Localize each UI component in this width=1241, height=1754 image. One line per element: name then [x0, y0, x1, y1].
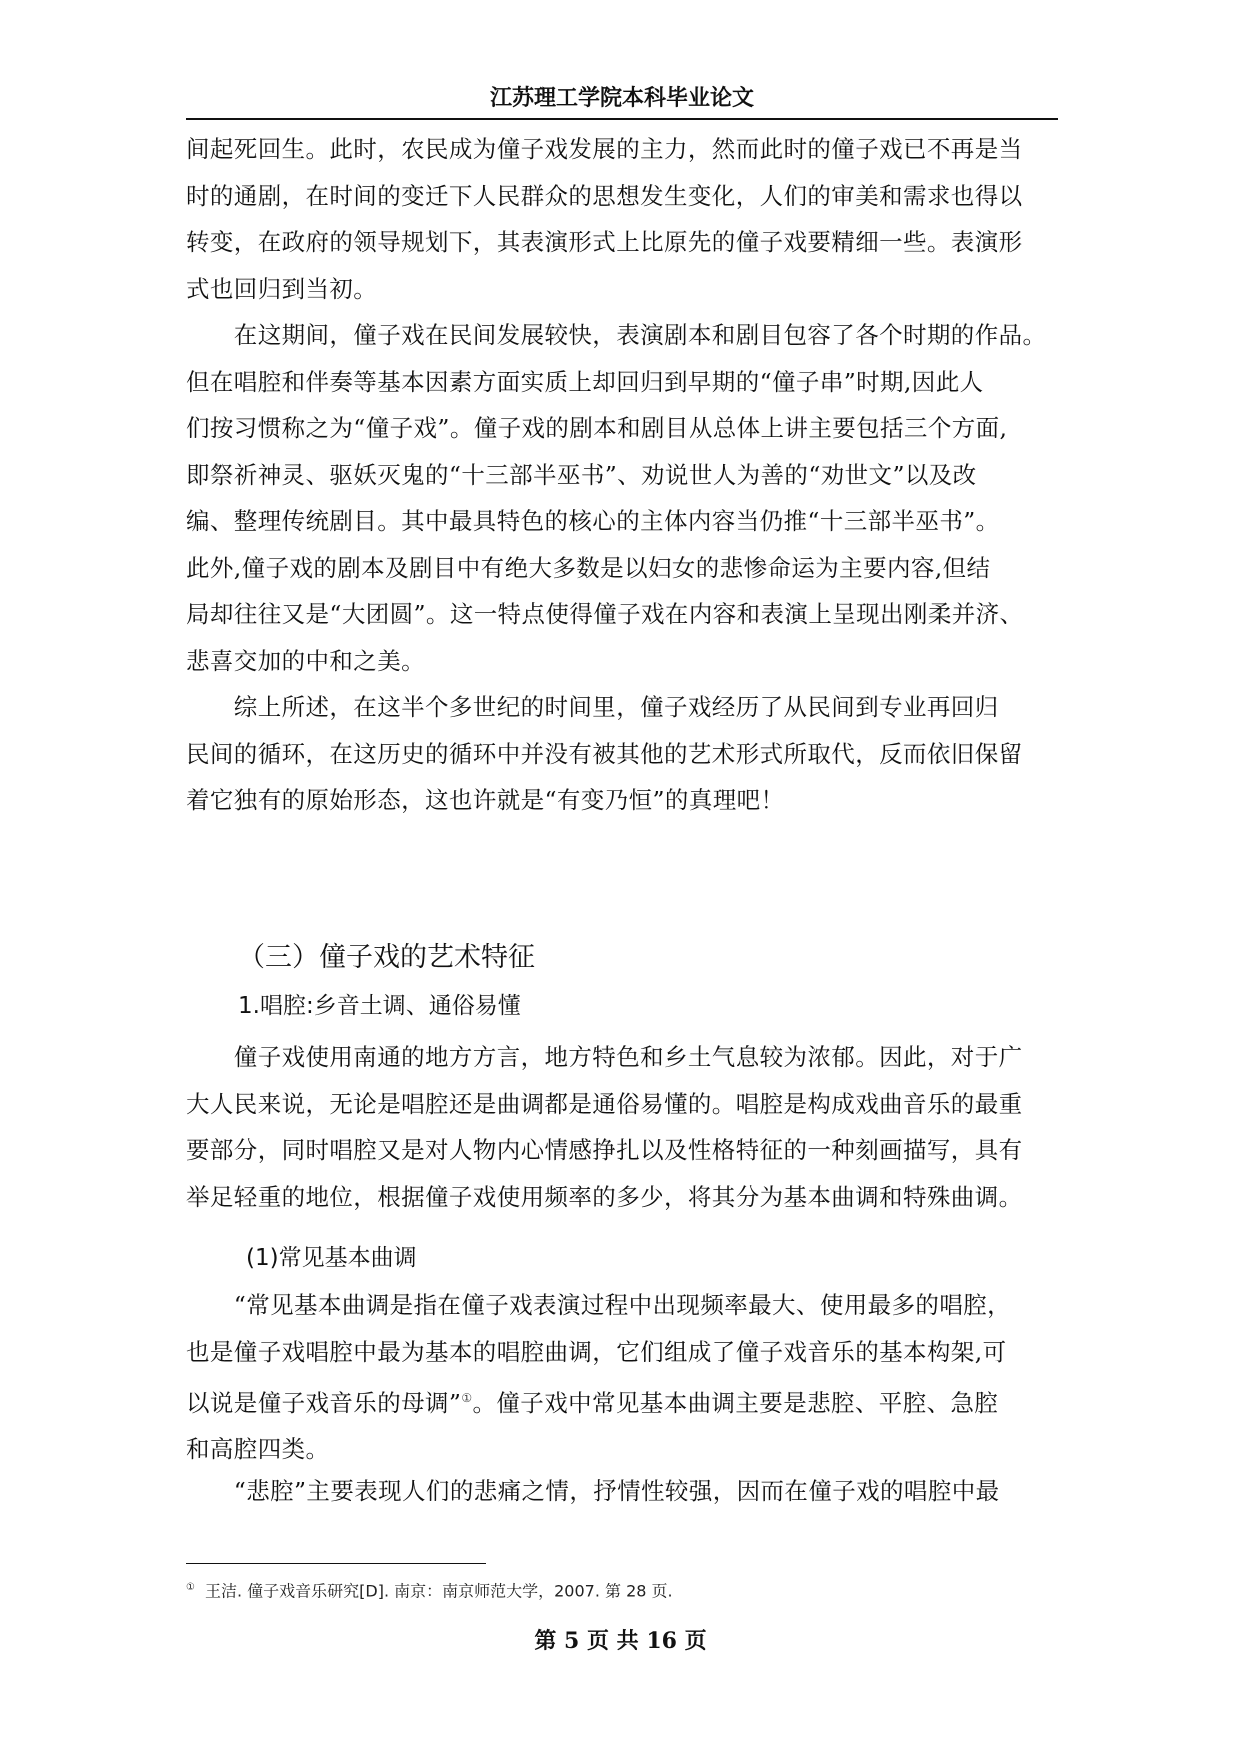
paragraph-5 [186, 1282, 1058, 1473]
header-rule [186, 118, 1058, 120]
text-line: 悲喜交加的中和之美。 [186, 646, 425, 675]
subsubsection-title: (1)常见基本曲调 [246, 1245, 417, 1271]
text-line: 局却往往又是“大团圆”。这一特点使得僮子戏在内容和表演上呈现出刚柔并济、 [186, 600, 1024, 628]
text-line: 编、整理传统剧目。其中最具特色的核心的主体内容当仍推“十三部半巫书”。 [186, 507, 1000, 535]
subsection-title: 1.唱腔:乡音土调、通俗易懂 [238, 993, 521, 1019]
text-line: 大人民来说，无论是唱腔还是曲调都是通俗易懂的。唱腔是构成戏曲音乐的最重 [186, 1089, 1023, 1118]
text-line: 们按习惯称之为“僮子戏”。僮子戏的剧本和剧目从总体上讲主要包括三个方面, [186, 414, 1008, 442]
text-line: 在这期间，僮子戏在民间发展较快，表演剧本和剧目包容了各个时期的作品。 [186, 321, 1047, 349]
text-line: 式也回归到当初。 [186, 274, 378, 303]
text-line: 转变，在政府的领导规划下，其表演形式上比原先的僮子戏要精细一些。表演形 [186, 228, 1023, 256]
paragraph-1 [186, 126, 1058, 312]
text-line: “常见基本曲调是指在僮子戏表演过程中出现频率最大、使用最多的唱腔， [186, 1291, 1012, 1319]
text-line: 民间的循环，在这历史的循环中并没有被其他的艺术形式所取代，反而依旧保留 [186, 739, 1023, 768]
paragraph-3 [186, 684, 1058, 824]
text-line: 间起死回生。此时，农民成为僮子戏发展的主力，然而此时的僮子戏已不再是当 [186, 135, 1023, 163]
footnote-reference[interactable]: ① [461, 1391, 473, 1405]
text-fragment: 。僮子戏中常见基本曲调主要是悲腔、平腔、急腔 [472, 1388, 999, 1417]
section-title: （三）僮子戏的艺术特征 [238, 942, 535, 973]
page-number: 第 5 页 共 16 页 [534, 1628, 707, 1654]
footnote-marker: ① [186, 1582, 195, 1593]
text-line: “悲腔”主要表现人们的悲痛之情，抒情性较强，因而在僮子戏的唱腔中最 [186, 1477, 1000, 1505]
text-line: 时的通剧，在时间的变迁下人民群众的思想发生变化，人们的审美和需求也得以 [186, 181, 1023, 210]
text-line [186, 1375, 1058, 1426]
footnote [186, 1576, 673, 1603]
text-line: 僮子戏使用南通的地方方言，地方特色和乡土气息较为浓郁。因此，对于广 [186, 1043, 1023, 1071]
page-header-title: 江苏理工学院本科毕业论文 [489, 86, 754, 111]
paragraph-6 [186, 1468, 1058, 1515]
footnote-text: 王洁. 僮子戏音乐研究[D]. 南京：南京师范大学，2007. 第 28 页. [204, 1581, 673, 1601]
text-line: 着它独有的原始形态，这也许就是“有变乃恒”的真理吧！ [186, 786, 785, 814]
text-line: 即祭祈神灵、驱妖灭鬼的“十三部半巫书”、劝说世人为善的“劝世文”以及改 [186, 460, 977, 489]
text-line: 综上所述，在这半个多世纪的时间里，僮子戏经历了从民间到专业再回归 [186, 693, 999, 721]
text-line: 要部分，同时唱腔又是对人物内心情感挣扎以及性格特征的一种刻画描写，具有 [186, 1136, 1023, 1164]
text-fragment: 以说是僮子戏音乐的母调” [186, 1388, 462, 1417]
text-line: 和高腔四类。 [186, 1435, 330, 1464]
footnote-separator [186, 1563, 486, 1564]
text-line: 但在唱腔和伴奏等基本因素方面实质上却回归到早期的“僮子串”时期,因此人 [186, 367, 984, 396]
text-line: 此外,僮子戏的剧本及剧目中有绝大多数是以妇女的悲惨命运为主要内容,但结 [186, 553, 991, 582]
paragraph-2 [186, 312, 1058, 684]
text-line: 举足轻重的地位，根据僮子戏使用频率的多少，将其分为基本曲调和特殊曲调。 [186, 1182, 1023, 1211]
paragraph-4 [186, 1034, 1058, 1220]
text-line: 也是僮子戏唱腔中最为基本的唱腔曲调，它们组成了僮子戏音乐的基本构架,可 [186, 1337, 1007, 1366]
